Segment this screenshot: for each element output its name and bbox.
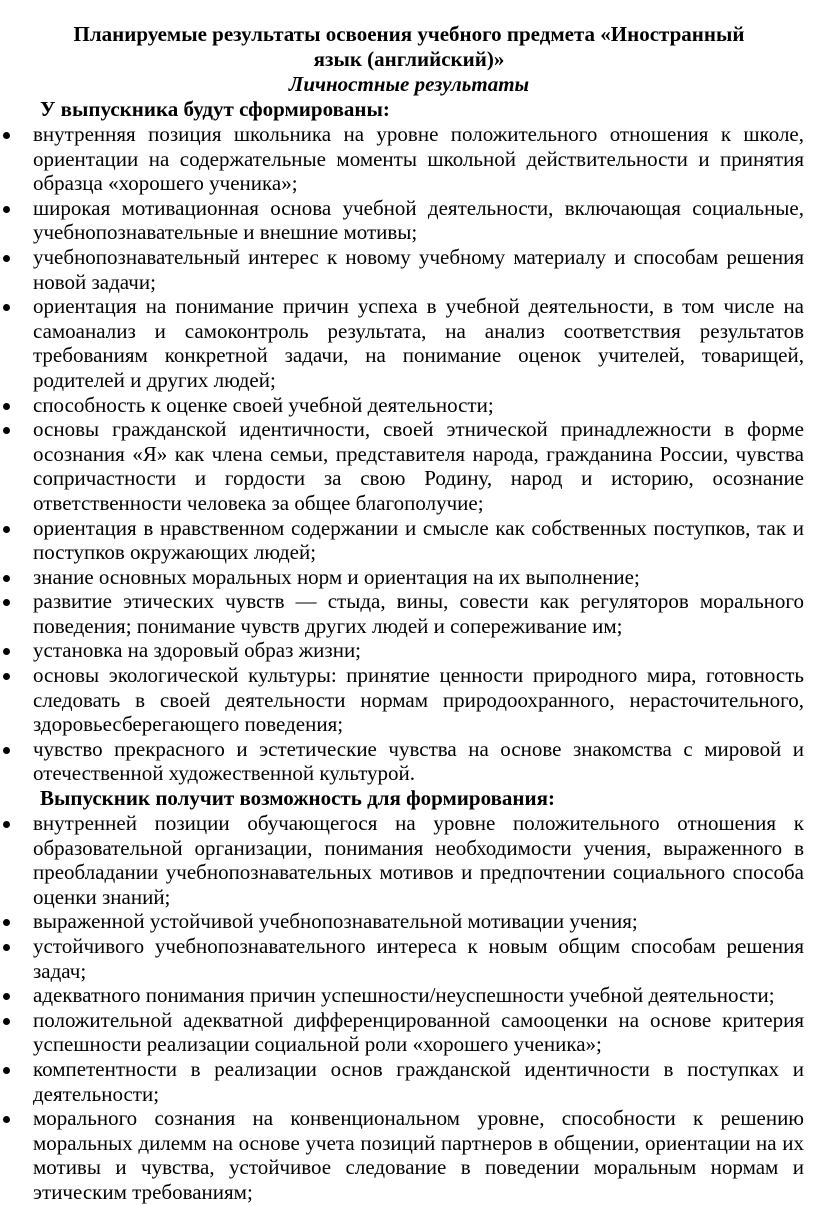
list-item [0, 1106, 806, 1204]
list-item [0, 1057, 806, 1106]
bullet-icon [3, 1067, 10, 1074]
list-item [0, 663, 806, 737]
bullet-icon [3, 427, 10, 434]
list-item-text: морального сознания на конвенциональном уровне, способности к решению моральных дилемм на основе учета позиций партнеров в общении, ориентации на их мотивы и чувства, устойчивое следование в поведении моральным нормам и этическим требованиям; [33, 1106, 804, 1204]
list-item-text: основы гражданской идентичности, своей этнической принадлежности в форме осознания «Я» как члена семьи, представителя народа, гражданина России, чувства сопричастности и гордости за свою Родину, народ и историю, осознание ответственности человека за общее благополучие; [33, 417, 804, 515]
list-item-text: знание основных моральных норм и ориентация на их выполнение; [33, 564, 640, 589]
bullet-list [0, 122, 806, 786]
list-item-text: адекватного понимания причин успешности/неуспешности учебной деятельности; [33, 983, 775, 1008]
section-formed [0, 97, 806, 786]
bullet-icon [3, 1116, 10, 1123]
bullet-icon [3, 993, 10, 1000]
section-heading: У выпускника будут сформированы: [40, 97, 390, 121]
list-item-text: основы экологической культуры: принятие ценности природного мира, готовность следовать в своей деятельности нормам природоохранного, нерасточительного, здоровьесберегающего поведения; [33, 663, 804, 737]
bullet-icon [3, 403, 10, 410]
list-item-text: ориентация на понимание причин успеха в учебной деятельности, в том числе на самоанализ и самоконтроль результата, на анализ соответствия результатов требованиям конкретной задачи, на понимание оценок учителей, товарищей, родителей и других людей; [33, 294, 804, 392]
list-item-text: внутренняя позиция школьника на уровне положительного отношения к школе, ориентации на содержательные моменты школьной действительности и принятия образца «хорошего ученика»; [33, 122, 804, 196]
list-item-text: устойчивого учебнопознавательного интереса к новым общим способам решения задач; [33, 934, 804, 983]
section-opportunity [0, 786, 806, 1205]
list-item [0, 294, 806, 392]
list-item [0, 934, 806, 983]
bullet-icon [3, 944, 10, 951]
list-item-text: учебнопознавательный интерес к новому учебному материалу и способам решения новой задачи; [33, 244, 804, 294]
list-item-text: выраженной устойчивой учебнопознавательной мотивации учения; [33, 909, 638, 934]
bullet-icon [3, 919, 10, 926]
list-item [0, 245, 806, 294]
document-title: Планируемые результаты освоения учебного предмета «Иностранный язык (английский)» [73, 22, 745, 71]
list-item-text: чувство прекрасного и эстетические чувства на основе знакомства с мировой и отечественной художественной культурой. [33, 736, 804, 786]
section-heading: Выпускник получит возможность для формирования: [40, 786, 555, 811]
bullet-list [0, 811, 806, 1205]
bullet-icon [3, 575, 10, 582]
list-item-text: положительной адекватной дифференцированной самооценки на основе критерия успешности реализации социальной роли «хорошего ученика»; [33, 1007, 804, 1057]
list-item [0, 1008, 806, 1057]
list-item [0, 196, 806, 245]
list-item-text: установка на здоровый образ жизни; [33, 638, 362, 663]
bullet-icon [3, 255, 10, 262]
bullet-icon [3, 747, 10, 754]
list-item [0, 811, 806, 909]
bullet-icon [3, 132, 10, 139]
list-item [0, 638, 806, 663]
list-item-text: компетентности в реализации основ гражданской идентичности в поступках и деятельности; [33, 1056, 804, 1106]
list-item [0, 589, 806, 638]
list-item-text: способность к оценке своей учебной деятельности; [33, 392, 494, 417]
bullet-icon [3, 599, 10, 606]
list-item [0, 565, 806, 590]
bullet-icon [3, 648, 10, 655]
list-item-text: ориентация в нравственном содержании и смысле как собственных поступков, так и поступков окружающих людей; [33, 515, 804, 565]
document-subtitle: Личностные результаты [288, 72, 530, 96]
bullet-icon [3, 526, 10, 533]
list-item [0, 737, 806, 786]
list-item-text: внутренней позиции обучающегося на уровне положительного отношения к образовательной организации, понимания необходимости учения, выраженного в преобладании учебнопознавательных мотивов и предпочтении социального способа оценки знаний; [33, 811, 804, 909]
list-item-text: развитие этических чувств — стыда, вины, совести как регуляторов морального поведения; понимание чувств других людей и сопереживание им; [33, 589, 804, 638]
list-item [0, 122, 806, 196]
list-item [0, 909, 806, 934]
bullet-icon [3, 821, 10, 828]
bullet-icon [3, 206, 10, 213]
list-item [0, 983, 806, 1008]
bullet-icon [3, 673, 10, 680]
bullet-icon [3, 1018, 10, 1025]
list-item [0, 516, 806, 565]
list-item [0, 417, 806, 515]
list-item [0, 393, 806, 418]
bullet-icon [3, 304, 10, 311]
list-item-text: широкая мотивационная основа учебной деятельности, включающая социальные, учебнопознавательные и внешние мотивы; [33, 195, 804, 245]
